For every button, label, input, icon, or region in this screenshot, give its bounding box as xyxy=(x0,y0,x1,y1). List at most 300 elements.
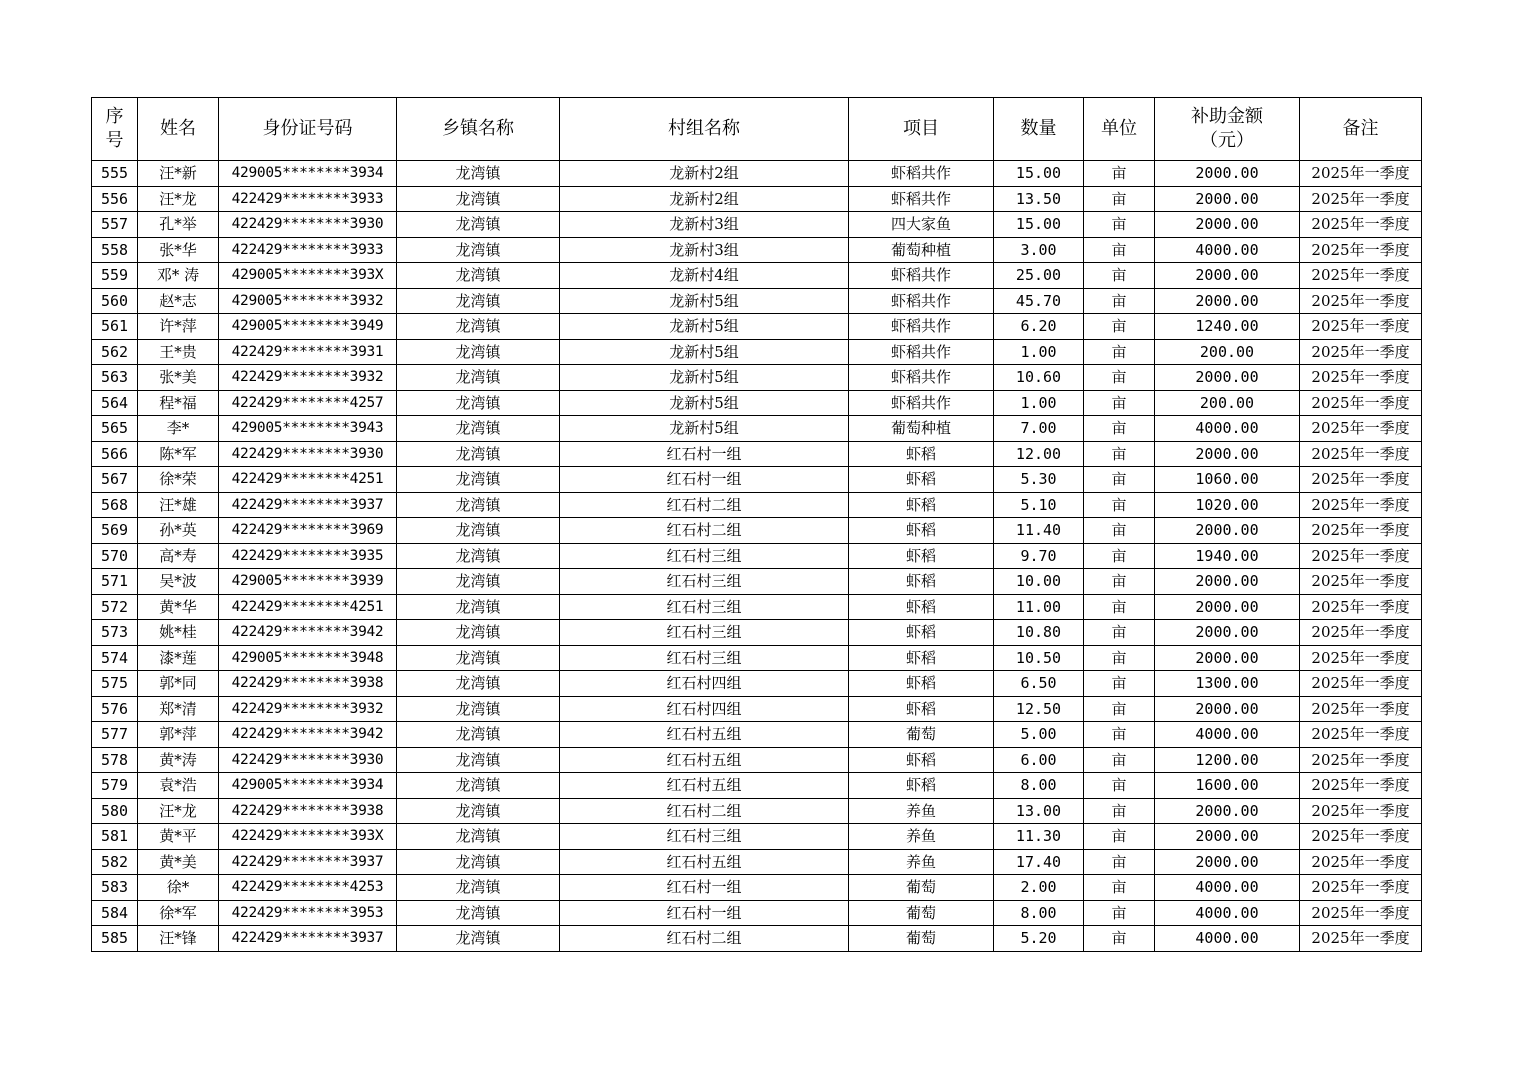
cell-id-number: 422429********4251 xyxy=(219,467,397,493)
cell-quantity: 13.00 xyxy=(994,798,1084,824)
cell-name: 黄*美 xyxy=(138,849,219,875)
cell-project: 葡萄 xyxy=(849,900,994,926)
cell-remark: 2025年一季度 xyxy=(1300,900,1422,926)
table-row xyxy=(92,416,1422,442)
cell-seq: 570 xyxy=(92,543,138,569)
subsidy-table-sheet xyxy=(91,97,1421,952)
cell-id-number: 429005********3934 xyxy=(219,161,397,187)
cell-quantity: 6.20 xyxy=(994,314,1084,340)
cell-village-group: 红石村四组 xyxy=(560,671,849,697)
cell-town: 龙湾镇 xyxy=(397,798,560,824)
cell-amount: 2000.00 xyxy=(1155,594,1300,620)
cell-seq: 566 xyxy=(92,441,138,467)
cell-id-number: 429005********3939 xyxy=(219,569,397,595)
cell-name: 陈*军 xyxy=(138,441,219,467)
cell-quantity: 2.00 xyxy=(994,875,1084,901)
cell-project: 虾稻 xyxy=(849,620,994,646)
header-seq xyxy=(92,98,138,161)
cell-name: 黄*平 xyxy=(138,824,219,850)
cell-village-group: 红石村三组 xyxy=(560,645,849,671)
cell-town: 龙湾镇 xyxy=(397,773,560,799)
cell-amount: 2000.00 xyxy=(1155,518,1300,544)
cell-remark: 2025年一季度 xyxy=(1300,467,1422,493)
cell-project: 葡萄 xyxy=(849,722,994,748)
cell-village-group: 龙新村3组 xyxy=(560,237,849,263)
cell-id-number: 422429********3933 xyxy=(219,237,397,263)
cell-amount: 200.00 xyxy=(1155,390,1300,416)
header-remark: 备注 xyxy=(1300,98,1422,161)
header-amount-line2: （元） xyxy=(1200,130,1254,151)
cell-id-number: 422429********3938 xyxy=(219,671,397,697)
cell-town: 龙湾镇 xyxy=(397,645,560,671)
cell-id-number: 422429********4253 xyxy=(219,875,397,901)
cell-seq: 556 xyxy=(92,186,138,212)
cell-id-number: 422429********3931 xyxy=(219,339,397,365)
table-row xyxy=(92,441,1422,467)
cell-town: 龙湾镇 xyxy=(397,339,560,365)
cell-town: 龙湾镇 xyxy=(397,365,560,391)
cell-seq: 565 xyxy=(92,416,138,442)
cell-remark: 2025年一季度 xyxy=(1300,773,1422,799)
cell-name: 吴*波 xyxy=(138,569,219,595)
cell-id-number: 422429********3969 xyxy=(219,518,397,544)
cell-town: 龙湾镇 xyxy=(397,441,560,467)
cell-unit: 亩 xyxy=(1084,441,1155,467)
header-seq-line1: 序 xyxy=(105,106,124,127)
cell-id-number: 429005********3949 xyxy=(219,314,397,340)
cell-quantity: 6.50 xyxy=(994,671,1084,697)
cell-id-number: 422429********3953 xyxy=(219,900,397,926)
cell-unit: 亩 xyxy=(1084,900,1155,926)
cell-name: 徐*军 xyxy=(138,900,219,926)
cell-project: 虾稻 xyxy=(849,696,994,722)
cell-project: 虾稻 xyxy=(849,569,994,595)
cell-project: 虾稻共作 xyxy=(849,288,994,314)
cell-seq: 583 xyxy=(92,875,138,901)
cell-seq: 578 xyxy=(92,747,138,773)
cell-unit: 亩 xyxy=(1084,186,1155,212)
cell-town: 龙湾镇 xyxy=(397,747,560,773)
cell-seq: 555 xyxy=(92,161,138,187)
cell-id-number: 422429********3942 xyxy=(219,620,397,646)
cell-remark: 2025年一季度 xyxy=(1300,237,1422,263)
cell-village-group: 龙新村3组 xyxy=(560,212,849,238)
cell-unit: 亩 xyxy=(1084,161,1155,187)
cell-remark: 2025年一季度 xyxy=(1300,314,1422,340)
cell-seq: 575 xyxy=(92,671,138,697)
cell-village-group: 红石村四组 xyxy=(560,696,849,722)
cell-unit: 亩 xyxy=(1084,875,1155,901)
cell-remark: 2025年一季度 xyxy=(1300,212,1422,238)
table-row xyxy=(92,671,1422,697)
cell-remark: 2025年一季度 xyxy=(1300,518,1422,544)
cell-amount: 4000.00 xyxy=(1155,900,1300,926)
header-project: 项目 xyxy=(849,98,994,161)
cell-seq: 571 xyxy=(92,569,138,595)
cell-remark: 2025年一季度 xyxy=(1300,671,1422,697)
cell-id-number: 422429********4257 xyxy=(219,390,397,416)
header-town: 乡镇名称 xyxy=(397,98,560,161)
subsidy-table xyxy=(91,97,1422,952)
table-row xyxy=(92,186,1422,212)
cell-amount: 4000.00 xyxy=(1155,722,1300,748)
cell-quantity: 13.50 xyxy=(994,186,1084,212)
cell-id-number: 422429********3937 xyxy=(219,849,397,875)
table-row xyxy=(92,620,1422,646)
cell-quantity: 17.40 xyxy=(994,849,1084,875)
cell-village-group: 红石村一组 xyxy=(560,900,849,926)
cell-project: 虾稻共作 xyxy=(849,263,994,289)
cell-seq: 569 xyxy=(92,518,138,544)
cell-amount: 2000.00 xyxy=(1155,696,1300,722)
cell-name: 汪*龙 xyxy=(138,798,219,824)
table-body xyxy=(92,161,1422,952)
cell-town: 龙湾镇 xyxy=(397,314,560,340)
cell-remark: 2025年一季度 xyxy=(1300,543,1422,569)
table-row xyxy=(92,390,1422,416)
cell-seq: 559 xyxy=(92,263,138,289)
cell-unit: 亩 xyxy=(1084,645,1155,671)
cell-name: 郭*萍 xyxy=(138,722,219,748)
header-seq-line2: 号 xyxy=(105,130,124,151)
cell-seq: 560 xyxy=(92,288,138,314)
cell-quantity: 8.00 xyxy=(994,773,1084,799)
table-row xyxy=(92,237,1422,263)
cell-quantity: 10.00 xyxy=(994,569,1084,595)
cell-project: 虾稻 xyxy=(849,441,994,467)
cell-name: 姚*桂 xyxy=(138,620,219,646)
cell-village-group: 龙新村5组 xyxy=(560,390,849,416)
table-row xyxy=(92,467,1422,493)
header-quantity: 数量 xyxy=(994,98,1084,161)
cell-id-number: 422429********3942 xyxy=(219,722,397,748)
cell-unit: 亩 xyxy=(1084,722,1155,748)
cell-seq: 577 xyxy=(92,722,138,748)
cell-town: 龙湾镇 xyxy=(397,569,560,595)
cell-village-group: 红石村三组 xyxy=(560,594,849,620)
table-row xyxy=(92,849,1422,875)
cell-project: 虾稻 xyxy=(849,773,994,799)
cell-remark: 2025年一季度 xyxy=(1300,492,1422,518)
header-amount xyxy=(1155,98,1300,161)
cell-project: 虾稻共作 xyxy=(849,161,994,187)
cell-id-number: 422429********3935 xyxy=(219,543,397,569)
table-row xyxy=(92,543,1422,569)
cell-town: 龙湾镇 xyxy=(397,926,560,952)
cell-remark: 2025年一季度 xyxy=(1300,620,1422,646)
cell-town: 龙湾镇 xyxy=(397,212,560,238)
cell-project: 葡萄 xyxy=(849,875,994,901)
cell-amount: 2000.00 xyxy=(1155,620,1300,646)
cell-id-number: 422429********3932 xyxy=(219,365,397,391)
cell-village-group: 红石村二组 xyxy=(560,926,849,952)
cell-quantity: 10.60 xyxy=(994,365,1084,391)
cell-name: 郑*清 xyxy=(138,696,219,722)
table-row xyxy=(92,696,1422,722)
cell-quantity: 15.00 xyxy=(994,161,1084,187)
cell-quantity: 5.00 xyxy=(994,722,1084,748)
table-row xyxy=(92,900,1422,926)
cell-project: 虾稻 xyxy=(849,467,994,493)
cell-project: 虾稻 xyxy=(849,594,994,620)
cell-project: 四大家鱼 xyxy=(849,212,994,238)
cell-town: 龙湾镇 xyxy=(397,900,560,926)
cell-town: 龙湾镇 xyxy=(397,161,560,187)
cell-town: 龙湾镇 xyxy=(397,416,560,442)
cell-unit: 亩 xyxy=(1084,212,1155,238)
header-village-group: 村组名称 xyxy=(560,98,849,161)
cell-seq: 564 xyxy=(92,390,138,416)
cell-remark: 2025年一季度 xyxy=(1300,339,1422,365)
cell-village-group: 红石村五组 xyxy=(560,722,849,748)
cell-remark: 2025年一季度 xyxy=(1300,288,1422,314)
cell-quantity: 7.00 xyxy=(994,416,1084,442)
table-row xyxy=(92,798,1422,824)
cell-unit: 亩 xyxy=(1084,798,1155,824)
cell-unit: 亩 xyxy=(1084,416,1155,442)
cell-seq: 561 xyxy=(92,314,138,340)
cell-seq: 576 xyxy=(92,696,138,722)
cell-amount: 2000.00 xyxy=(1155,212,1300,238)
table-row xyxy=(92,518,1422,544)
cell-name: 张*华 xyxy=(138,237,219,263)
cell-seq: 568 xyxy=(92,492,138,518)
cell-village-group: 龙新村4组 xyxy=(560,263,849,289)
cell-id-number: 422429********3938 xyxy=(219,798,397,824)
cell-village-group: 红石村五组 xyxy=(560,773,849,799)
cell-village-group: 红石村五组 xyxy=(560,849,849,875)
cell-project: 虾稻 xyxy=(849,492,994,518)
cell-quantity: 10.50 xyxy=(994,645,1084,671)
cell-remark: 2025年一季度 xyxy=(1300,569,1422,595)
cell-unit: 亩 xyxy=(1084,747,1155,773)
cell-amount: 1300.00 xyxy=(1155,671,1300,697)
cell-unit: 亩 xyxy=(1084,492,1155,518)
cell-seq: 585 xyxy=(92,926,138,952)
cell-seq: 579 xyxy=(92,773,138,799)
cell-project: 葡萄 xyxy=(849,926,994,952)
cell-id-number: 422429********393X xyxy=(219,824,397,850)
cell-village-group: 龙新村2组 xyxy=(560,186,849,212)
cell-village-group: 龙新村5组 xyxy=(560,288,849,314)
cell-remark: 2025年一季度 xyxy=(1300,849,1422,875)
table-row xyxy=(92,263,1422,289)
cell-unit: 亩 xyxy=(1084,314,1155,340)
cell-remark: 2025年一季度 xyxy=(1300,875,1422,901)
cell-town: 龙湾镇 xyxy=(397,696,560,722)
cell-quantity: 11.30 xyxy=(994,824,1084,850)
cell-amount: 1200.00 xyxy=(1155,747,1300,773)
cell-quantity: 11.00 xyxy=(994,594,1084,620)
cell-village-group: 龙新村2组 xyxy=(560,161,849,187)
cell-amount: 1600.00 xyxy=(1155,773,1300,799)
cell-amount: 2000.00 xyxy=(1155,263,1300,289)
table-row xyxy=(92,773,1422,799)
cell-id-number: 422429********3937 xyxy=(219,492,397,518)
cell-name: 汪*新 xyxy=(138,161,219,187)
cell-remark: 2025年一季度 xyxy=(1300,747,1422,773)
cell-project: 养鱼 xyxy=(849,798,994,824)
table-row xyxy=(92,926,1422,952)
cell-unit: 亩 xyxy=(1084,849,1155,875)
cell-name: 赵*志 xyxy=(138,288,219,314)
cell-name: 孔*举 xyxy=(138,212,219,238)
cell-project: 虾稻 xyxy=(849,543,994,569)
cell-project: 养鱼 xyxy=(849,824,994,850)
cell-id-number: 422429********4251 xyxy=(219,594,397,620)
cell-unit: 亩 xyxy=(1084,365,1155,391)
cell-town: 龙湾镇 xyxy=(397,594,560,620)
cell-quantity: 5.30 xyxy=(994,467,1084,493)
cell-name: 邓* 涛 xyxy=(138,263,219,289)
table-row xyxy=(92,645,1422,671)
cell-town: 龙湾镇 xyxy=(397,849,560,875)
cell-unit: 亩 xyxy=(1084,696,1155,722)
cell-amount: 4000.00 xyxy=(1155,875,1300,901)
cell-village-group: 红石村三组 xyxy=(560,569,849,595)
table-row xyxy=(92,365,1422,391)
cell-town: 龙湾镇 xyxy=(397,518,560,544)
cell-quantity: 11.40 xyxy=(994,518,1084,544)
cell-quantity: 10.80 xyxy=(994,620,1084,646)
cell-quantity: 15.00 xyxy=(994,212,1084,238)
cell-amount: 2000.00 xyxy=(1155,161,1300,187)
cell-remark: 2025年一季度 xyxy=(1300,645,1422,671)
cell-name: 汪*雄 xyxy=(138,492,219,518)
cell-id-number: 422429********3930 xyxy=(219,747,397,773)
cell-project: 葡萄种植 xyxy=(849,237,994,263)
cell-project: 虾稻共作 xyxy=(849,314,994,340)
cell-name: 张*美 xyxy=(138,365,219,391)
cell-amount: 4000.00 xyxy=(1155,237,1300,263)
cell-seq: 581 xyxy=(92,824,138,850)
table-row xyxy=(92,875,1422,901)
cell-seq: 580 xyxy=(92,798,138,824)
cell-village-group: 红石村二组 xyxy=(560,492,849,518)
cell-amount: 1020.00 xyxy=(1155,492,1300,518)
cell-unit: 亩 xyxy=(1084,594,1155,620)
table-row xyxy=(92,288,1422,314)
cell-id-number: 429005********3943 xyxy=(219,416,397,442)
cell-quantity: 12.50 xyxy=(994,696,1084,722)
cell-name: 李* xyxy=(138,416,219,442)
cell-seq: 558 xyxy=(92,237,138,263)
cell-unit: 亩 xyxy=(1084,288,1155,314)
cell-village-group: 龙新村5组 xyxy=(560,339,849,365)
cell-unit: 亩 xyxy=(1084,518,1155,544)
table-row xyxy=(92,747,1422,773)
cell-seq: 584 xyxy=(92,900,138,926)
cell-seq: 557 xyxy=(92,212,138,238)
cell-remark: 2025年一季度 xyxy=(1300,824,1422,850)
cell-id-number: 422429********3932 xyxy=(219,696,397,722)
cell-amount: 2000.00 xyxy=(1155,569,1300,595)
cell-unit: 亩 xyxy=(1084,620,1155,646)
cell-quantity: 9.70 xyxy=(994,543,1084,569)
cell-town: 龙湾镇 xyxy=(397,237,560,263)
cell-id-number: 429005********393X xyxy=(219,263,397,289)
cell-name: 孙*英 xyxy=(138,518,219,544)
cell-name: 高*寿 xyxy=(138,543,219,569)
cell-quantity: 12.00 xyxy=(994,441,1084,467)
cell-town: 龙湾镇 xyxy=(397,186,560,212)
table-row xyxy=(92,339,1422,365)
cell-quantity: 5.20 xyxy=(994,926,1084,952)
cell-name: 漆*莲 xyxy=(138,645,219,671)
cell-project: 虾稻 xyxy=(849,747,994,773)
cell-quantity: 25.00 xyxy=(994,263,1084,289)
table-header xyxy=(92,98,1422,161)
cell-village-group: 红石村二组 xyxy=(560,518,849,544)
cell-remark: 2025年一季度 xyxy=(1300,594,1422,620)
cell-project: 虾稻共作 xyxy=(849,339,994,365)
cell-village-group: 龙新村5组 xyxy=(560,365,849,391)
cell-name: 袁*浩 xyxy=(138,773,219,799)
cell-name: 程*福 xyxy=(138,390,219,416)
cell-amount: 2000.00 xyxy=(1155,645,1300,671)
cell-seq: 567 xyxy=(92,467,138,493)
cell-unit: 亩 xyxy=(1084,569,1155,595)
cell-id-number: 429005********3934 xyxy=(219,773,397,799)
cell-unit: 亩 xyxy=(1084,773,1155,799)
cell-town: 龙湾镇 xyxy=(397,671,560,697)
cell-amount: 2000.00 xyxy=(1155,365,1300,391)
table-row xyxy=(92,569,1422,595)
cell-unit: 亩 xyxy=(1084,467,1155,493)
cell-village-group: 红石村三组 xyxy=(560,543,849,569)
cell-id-number: 429005********3948 xyxy=(219,645,397,671)
header-name: 姓名 xyxy=(138,98,219,161)
cell-remark: 2025年一季度 xyxy=(1300,263,1422,289)
cell-amount: 1240.00 xyxy=(1155,314,1300,340)
cell-unit: 亩 xyxy=(1084,543,1155,569)
cell-project: 虾稻 xyxy=(849,518,994,544)
cell-name: 许*萍 xyxy=(138,314,219,340)
header-id-number: 身份证号码 xyxy=(219,98,397,161)
table-row xyxy=(92,824,1422,850)
cell-remark: 2025年一季度 xyxy=(1300,186,1422,212)
cell-village-group: 红石村三组 xyxy=(560,824,849,850)
cell-name: 王*贵 xyxy=(138,339,219,365)
cell-village-group: 红石村三组 xyxy=(560,620,849,646)
cell-amount: 1940.00 xyxy=(1155,543,1300,569)
cell-remark: 2025年一季度 xyxy=(1300,926,1422,952)
cell-town: 龙湾镇 xyxy=(397,875,560,901)
cell-name: 汪*锋 xyxy=(138,926,219,952)
cell-amount: 2000.00 xyxy=(1155,798,1300,824)
cell-remark: 2025年一季度 xyxy=(1300,798,1422,824)
cell-seq: 582 xyxy=(92,849,138,875)
cell-remark: 2025年一季度 xyxy=(1300,390,1422,416)
cell-village-group: 红石村五组 xyxy=(560,747,849,773)
cell-amount: 2000.00 xyxy=(1155,441,1300,467)
cell-seq: 573 xyxy=(92,620,138,646)
cell-remark: 2025年一季度 xyxy=(1300,161,1422,187)
cell-name: 黄*涛 xyxy=(138,747,219,773)
cell-amount: 2000.00 xyxy=(1155,824,1300,850)
cell-project: 虾稻 xyxy=(849,645,994,671)
cell-project: 葡萄种植 xyxy=(849,416,994,442)
header-unit: 单位 xyxy=(1084,98,1155,161)
cell-town: 龙湾镇 xyxy=(397,824,560,850)
table-row xyxy=(92,314,1422,340)
cell-name: 徐* xyxy=(138,875,219,901)
header-row xyxy=(92,98,1422,161)
cell-id-number: 422429********3937 xyxy=(219,926,397,952)
cell-seq: 574 xyxy=(92,645,138,671)
cell-project: 养鱼 xyxy=(849,849,994,875)
cell-unit: 亩 xyxy=(1084,926,1155,952)
